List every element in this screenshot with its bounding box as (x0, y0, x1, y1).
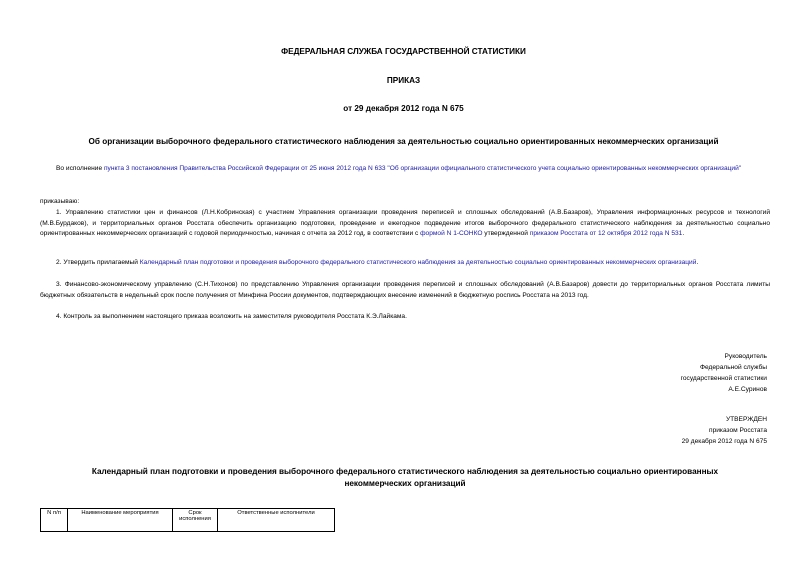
approval-line-3: 29 декабря 2012 года N 675 (681, 438, 767, 445)
doc-type-heading: ПРИКАЗ (386, 76, 421, 85)
col-deadline-header: Срок исполнения (173, 509, 218, 532)
item-1-text: 1. Управлению статистики цен и финансов (Л.Н.Кобринская) с участием Управления организации проведения переписей и сплошных обследований (А.В.Базаров), Управления информационных ресурсов и технологий (М.В.Бурдаков), и территориальных органов Росстата обеспечить организацию подготовки, проведение и ежегодное подведение итогов выборочного федерального статистического наблюдения за деятельностью социально ориентированных некоммерческих организаций с годовой периодичностью, начиная с отчета за 2012 год, в соответствии с (40, 209, 770, 237)
preamble-prefix: Во исполнение (56, 165, 104, 172)
col-activity-header: Наименование мероприятия (68, 509, 173, 532)
item-2-paragraph (40, 258, 770, 269)
signature-line-4: А.Е.Суринов (728, 386, 767, 393)
preamble-paragraph (40, 164, 770, 175)
order-word: приказываю: (40, 198, 80, 205)
approval-line-1: УТВЕРЖДЕН (725, 416, 767, 423)
signature-block (567, 351, 767, 395)
calendar-plan-link[interactable]: Календарный план подготовки и проведения выборочного федерального статистического наблюдения за деятельностью социально ориентированных некоммерческих организаций (139, 259, 697, 266)
signature-line-2: Федеральной службы (699, 364, 767, 371)
approval-block (567, 414, 767, 447)
table-header-row (41, 509, 335, 532)
col-responsible-header: Ответственные исполнители (218, 509, 335, 532)
item-3-paragraph: 3. Финансово-экономическому управлению (С.Н.Тихонов) по представлению Управления организации проведения переписей и сплошных обследований (А.В.Базаров) довести до территориальных органов Росстата лимиты бюджетных обязательств в недельный срок после получения от Минфина России документов, подтверждающих внесение изменений в бюджетную роспись Росстата на 2013 год. (40, 281, 770, 299)
preamble-link[interactable]: пункта 3 постановления Правительства Российской Федерации от 25 июня 2012 года N 633 "Об организации официального статистического учета социально ориентированных некоммерческих организаций" (103, 165, 742, 172)
col-number-header: N п/п (41, 509, 68, 532)
agency-heading: ФЕДЕРАЛЬНАЯ СЛУЖБА ГОСУДАРСТВЕННОЙ СТАТИСТИКИ (281, 47, 526, 56)
plan-table (40, 508, 335, 532)
item-2-text: 2. Утвердить прилагаемый (56, 259, 140, 266)
signature-line-3: государственной статистики (680, 375, 767, 382)
subject-heading: Об организации выборочного федерального статистического наблюдения за деятельностью социально ориентированных некоммерческих организаций (88, 137, 719, 146)
item-4-paragraph: 4. Контроль за выполнением настоящего приказа возложить на заместителя руководителя Росстата К.Э.Лайкама. (56, 313, 407, 320)
plan-title: Календарный план подготовки и проведения выборочного федерального статистического наблюдения за деятельностью социально ориентированных некоммерческих организаций (91, 467, 719, 488)
date-number-heading: от 29 декабря 2012 года N 675 (343, 104, 464, 113)
item-1-end: . (682, 230, 685, 237)
item-2-end: . (696, 259, 699, 266)
item-1-paragraph (40, 208, 770, 240)
item-1-mid: утвержденной (482, 230, 530, 237)
signature-line-1: Руководитель (724, 353, 767, 360)
order-531-link[interactable]: приказом Росстата от 12 октября 2012 года N 531 (529, 230, 683, 237)
form-link[interactable]: формой N 1-СОНКО (420, 230, 483, 237)
approval-line-2: приказом Росстата (709, 427, 767, 434)
